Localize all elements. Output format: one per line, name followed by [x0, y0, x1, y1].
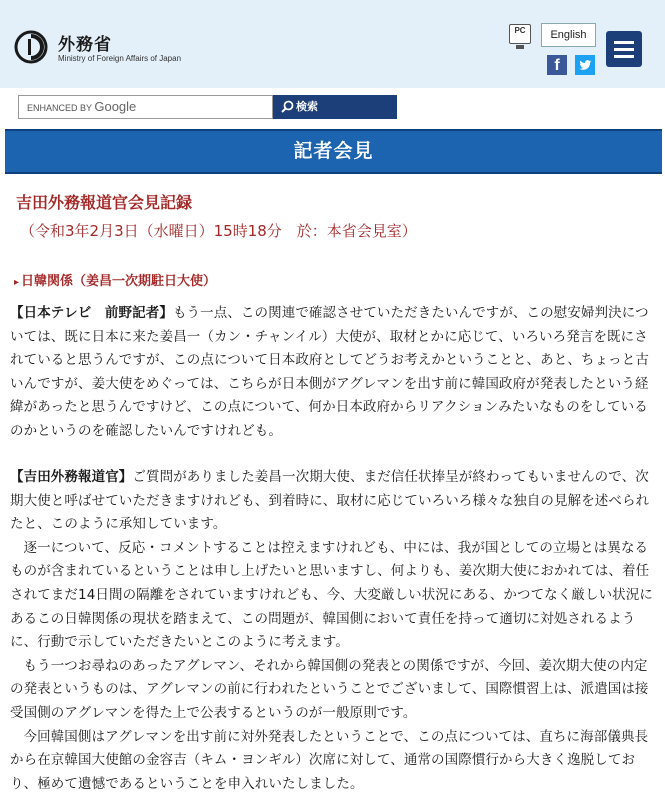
menu-button[interactable]	[606, 31, 642, 67]
question-text: もう一点、この関連で確認させていただきたいんですが、この慰安婦判決については、既に日本に来た姜昌一（カン・チャンイル）大使が、取材とかに応じて、いろいろ発言を既にされていると思うんですが、この点について日本政府としてどうお考えかということと、あと、ちょっと古いんですが、姜大使をめぐっては、こちらが日本側がアグレマンを出す前に韓国政府が発表したという経緯があったと思うんですけど、この点について、何か日本政府からリアクションみたいなものをしているのかというのを確認したいんですけれども。	[10, 305, 649, 439]
question-paragraph	[10, 302, 660, 444]
answer-text: ご質問がありました姜昌一次期大使、まだ信任状捧呈が終わってもいませんので、次期大使と呼ばせていただきますけれども、到着時に、取材に応じていろいろ様々な独自の見解を述べられたと、このように承知しています。	[10, 469, 650, 533]
answer-paragraph-2: 逐一について、反応・コメントすることは控えますけれども、中には、我が国としての立場とは異なるものが含まれているということは申し上げたいと思いますし、何よりも、姜次期大使におかれては、着任されてまだ14日間の隔離をされていますけれども、今、大変厳しい状況にある、かつてなく厳しい状況にあるこの日韓関係の現状を踏まえて、この問題が、韓国側において責任を持って適切に対処されるように、行動で示していただきたいとこのように考えます。	[10, 539, 653, 651]
answer-paragraph	[10, 466, 660, 537]
english-button[interactable]: English	[541, 23, 596, 47]
twitter-icon[interactable]	[575, 55, 595, 75]
question-speaker: 【日本テレビ 前野記者】	[10, 305, 173, 321]
pc-view-icon[interactable]: PC	[509, 24, 531, 44]
site-header	[0, 0, 665, 88]
answer-block	[10, 466, 660, 796]
facebook-icon[interactable]: f	[547, 55, 567, 75]
menu-line-icon	[614, 55, 634, 58]
arrow-right-icon: ▸	[14, 277, 20, 288]
menu-line-icon	[614, 41, 634, 44]
section-title: 日韓関係（姜昌一次期駐日大使）	[21, 274, 217, 289]
page-date: （令和3年2月3日（水曜日）15時18分 於：本省会見室）	[20, 222, 417, 240]
page-title: 吉田外務報道官会見記録	[16, 193, 193, 212]
twitter-bird-icon	[575, 55, 595, 75]
search-button-label: 検索	[296, 100, 318, 113]
ministry-name-en[interactable]: Ministry of Foreign Affairs of Japan	[58, 54, 182, 63]
answer-speaker: 【吉田外務報道官】	[10, 469, 133, 485]
ministry-logo-icon[interactable]	[14, 30, 48, 64]
section-heading	[14, 270, 216, 289]
search-input[interactable]	[18, 95, 273, 119]
page-category-title: 記者会見	[5, 129, 662, 174]
google-label: Google	[94, 99, 137, 114]
menu-line-icon	[614, 48, 634, 51]
search-icon	[281, 100, 294, 113]
enhanced-by-label: ENHANCED BY	[27, 103, 95, 113]
answer-paragraph-4: 今回韓国側はアグレマンを出す前に対外発表したということで、この点については、直ちに海部儀典長から在京韓国大使館の金容吉（キム・ヨンギル）次席に対して、通常の国際慣行から大きく逸脱しており、極めて遺憾であるということを申入れいたしました。	[10, 728, 649, 792]
search-button[interactable]	[273, 95, 397, 119]
ministry-name-jp[interactable]: 外務省	[58, 35, 112, 55]
answer-paragraph-3: もう一つお尋ねのあったアグレマン、それから韓国側の発表との関係ですが、今回、姜次期大使の内定の発表というものは、アグレマンの前に行われたということでございまして、国際慣習上は、派遣国は接受国側のアグレマンを得た上で公表するというのが一般原則です。	[10, 657, 649, 721]
question-block	[10, 302, 660, 444]
